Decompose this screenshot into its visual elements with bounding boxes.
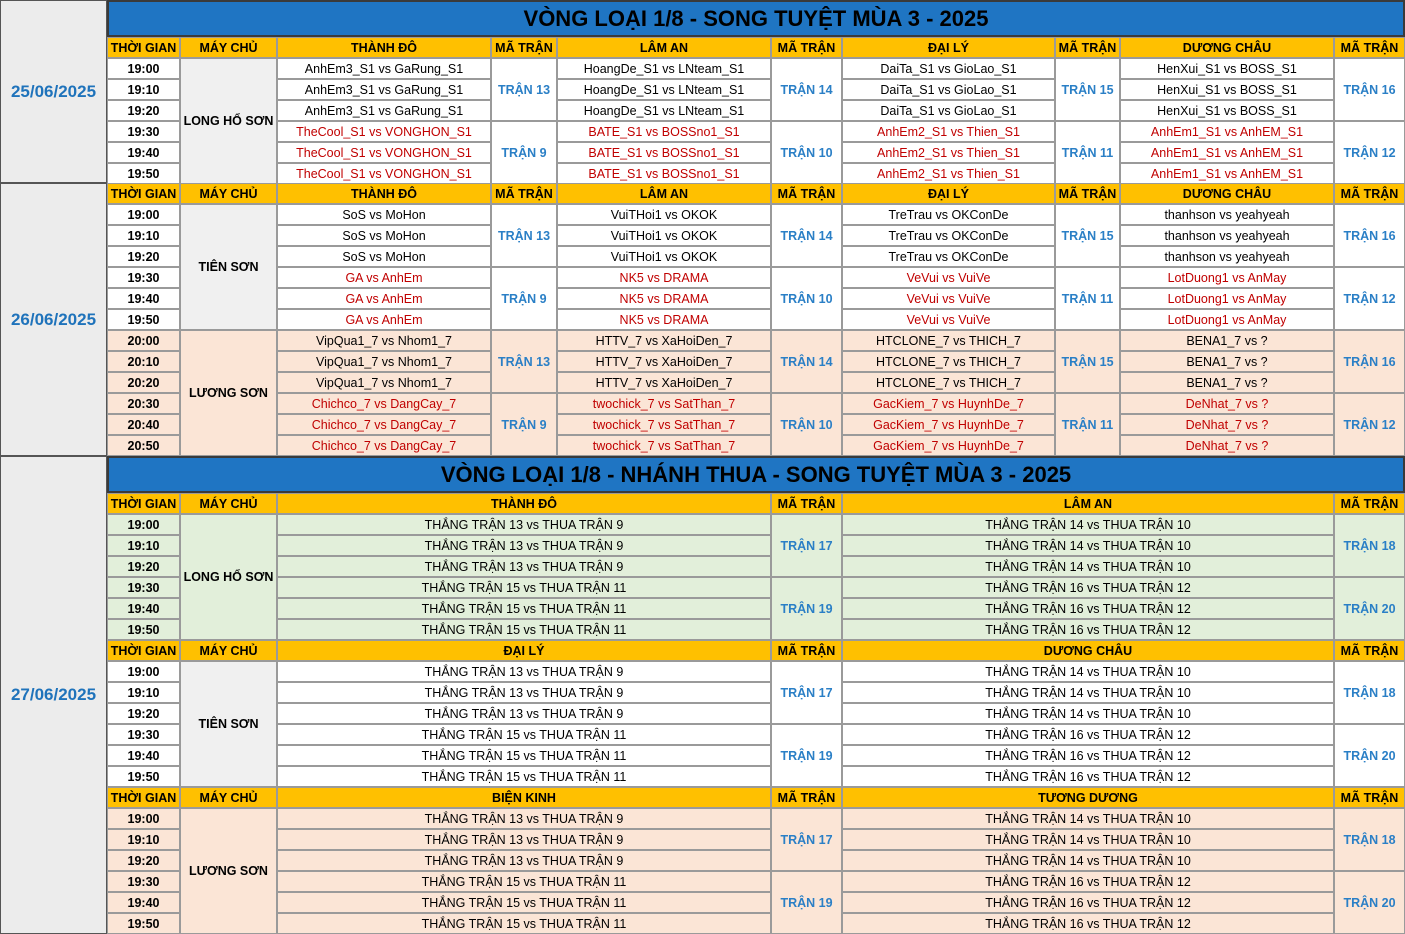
- match-cell: GA vs AnhEm: [277, 267, 491, 288]
- time-cell: 19:10: [107, 225, 180, 246]
- match-code: TRẬN 14: [771, 330, 842, 393]
- match-cell: VeVui vs VuiVe: [842, 309, 1055, 330]
- header-group: DƯƠNG CHÂU: [1120, 37, 1334, 58]
- time-cell: 19:40: [107, 288, 180, 309]
- header-code: MÃ TRẬN: [1055, 37, 1120, 58]
- header-time: THỜI GIAN: [107, 493, 180, 514]
- bracket-title: VÒNG LOẠI 1/8 - NHÁNH THUA - SONG TUYỆT MÙA 3 - 2025: [107, 456, 1405, 493]
- match-cell: BENA1_7 vs ?: [1120, 372, 1334, 393]
- header-group: LÂM AN: [557, 37, 771, 58]
- match-code: TRẬN 13: [491, 204, 557, 267]
- header-group: DƯƠNG CHÂU: [1120, 183, 1334, 204]
- header-code: MÃ TRẬN: [771, 493, 842, 514]
- time-cell: 19:10: [107, 682, 180, 703]
- header-group: LÂM AN: [842, 493, 1334, 514]
- match-cell: thanhson vs yeahyeah: [1120, 246, 1334, 267]
- match-cell: AnhEm3_S1 vs GaRung_S1: [277, 58, 491, 79]
- time-cell: 19:40: [107, 892, 180, 913]
- header-time: THỜI GIAN: [107, 640, 180, 661]
- server-name: TIÊN SƠN: [180, 661, 277, 787]
- match-code: TRẬN 19: [771, 724, 842, 787]
- match-code: TRẬN 17: [771, 514, 842, 577]
- match-code: TRẬN 15: [1055, 58, 1120, 121]
- match-cell: THẮNG TRẬN 14 vs THUA TRẬN 10: [842, 535, 1334, 556]
- match-cell: Chichco_7 vs DangCay_7: [277, 414, 491, 435]
- header-group: ĐẠI LÝ: [842, 37, 1055, 58]
- header-code: MÃ TRẬN: [771, 640, 842, 661]
- header-group: THÀNH ĐÔ: [277, 183, 491, 204]
- match-code: TRẬN 19: [771, 577, 842, 640]
- match-cell: NK5 vs DRAMA: [557, 267, 771, 288]
- match-code: TRẬN 19: [771, 871, 842, 934]
- match-cell: THẮNG TRẬN 16 vs THUA TRẬN 12: [842, 871, 1334, 892]
- match-code: TRẬN 12: [1334, 393, 1405, 456]
- match-cell: AnhEm2_S1 vs Thien_S1: [842, 121, 1055, 142]
- match-cell: VipQua1_7 vs Nhom1_7: [277, 351, 491, 372]
- time-cell: 19:30: [107, 121, 180, 142]
- match-cell: THẮNG TRẬN 15 vs THUA TRẬN 11: [277, 724, 771, 745]
- match-cell: twochick_7 vs SatThan_7: [557, 393, 771, 414]
- match-code: TRẬN 20: [1334, 724, 1405, 787]
- match-cell: THẮNG TRẬN 13 vs THUA TRẬN 9: [277, 682, 771, 703]
- match-cell: THẮNG TRẬN 15 vs THUA TRẬN 11: [277, 619, 771, 640]
- match-cell: THẮNG TRẬN 14 vs THUA TRẬN 10: [842, 682, 1334, 703]
- match-code: TRẬN 11: [1055, 393, 1120, 456]
- match-cell: AnhEm1_S1 vs AnhEM_S1: [1120, 121, 1334, 142]
- match-cell: TheCool_S1 vs VONGHON_S1: [277, 163, 491, 184]
- match-cell: THẮNG TRẬN 14 vs THUA TRẬN 10: [842, 556, 1334, 577]
- header-group: ĐẠI LÝ: [277, 640, 771, 661]
- match-code: TRẬN 20: [1334, 871, 1405, 934]
- match-code: TRẬN 14: [771, 204, 842, 267]
- match-code: TRẬN 17: [771, 661, 842, 724]
- match-cell: THẮNG TRẬN 16 vs THUA TRẬN 12: [842, 766, 1334, 787]
- match-cell: GA vs AnhEm: [277, 309, 491, 330]
- match-cell: DaiTa_S1 vs GioLao_S1: [842, 100, 1055, 121]
- match-cell: thanhson vs yeahyeah: [1120, 204, 1334, 225]
- match-cell: THẮNG TRẬN 13 vs THUA TRẬN 9: [277, 556, 771, 577]
- match-cell: THẮNG TRẬN 16 vs THUA TRẬN 12: [842, 577, 1334, 598]
- match-cell: HenXui_S1 vs BOSS_S1: [1120, 79, 1334, 100]
- time-cell: 19:30: [107, 267, 180, 288]
- header-code: MÃ TRẬN: [1334, 640, 1405, 661]
- header-code: MÃ TRẬN: [1055, 183, 1120, 204]
- match-cell: HTCLONE_7 vs THICH_7: [842, 330, 1055, 351]
- server-name: LONG HỔ SƠN: [180, 58, 277, 184]
- time-cell: 19:40: [107, 745, 180, 766]
- match-cell: TheCool_S1 vs VONGHON_S1: [277, 142, 491, 163]
- time-cell: 19:20: [107, 246, 180, 267]
- match-code: TRẬN 10: [771, 393, 842, 456]
- match-code: TRẬN 11: [1055, 267, 1120, 330]
- match-cell: TreTrau vs OKConDe: [842, 204, 1055, 225]
- time-cell: 19:10: [107, 79, 180, 100]
- match-cell: THẮNG TRẬN 14 vs THUA TRẬN 10: [842, 703, 1334, 724]
- time-cell: 19:20: [107, 703, 180, 724]
- match-cell: HTTV_7 vs XaHoiDen_7: [557, 330, 771, 351]
- header-code: MÃ TRẬN: [771, 787, 842, 808]
- match-cell: THẮNG TRẬN 15 vs THUA TRẬN 11: [277, 913, 771, 934]
- time-cell: 19:20: [107, 850, 180, 871]
- time-cell: 20:10: [107, 351, 180, 372]
- server-name: TIÊN SƠN: [180, 204, 277, 330]
- match-cell: HTCLONE_7 vs THICH_7: [842, 351, 1055, 372]
- match-cell: Chichco_7 vs DangCay_7: [277, 393, 491, 414]
- match-cell: NK5 vs DRAMA: [557, 288, 771, 309]
- match-cell: THẮNG TRẬN 15 vs THUA TRẬN 11: [277, 598, 771, 619]
- match-cell: VeVui vs VuiVe: [842, 267, 1055, 288]
- match-cell: HenXui_S1 vs BOSS_S1: [1120, 100, 1334, 121]
- match-cell: DeNhat_7 vs ?: [1120, 435, 1334, 456]
- match-cell: TreTrau vs OKConDe: [842, 246, 1055, 267]
- time-cell: 19:10: [107, 535, 180, 556]
- match-cell: BATE_S1 vs BOSSno1_S1: [557, 142, 771, 163]
- header-server: MÁY CHỦ: [180, 183, 277, 204]
- match-cell: VuiTHoi1 vs OKOK: [557, 246, 771, 267]
- match-code: TRẬN 15: [1055, 204, 1120, 267]
- header-group: DƯƠNG CHÂU: [842, 640, 1334, 661]
- header-code: MÃ TRẬN: [1334, 787, 1405, 808]
- header-code: MÃ TRẬN: [491, 183, 557, 204]
- match-cell: THẮNG TRẬN 14 vs THUA TRẬN 10: [842, 514, 1334, 535]
- match-cell: HTTV_7 vs XaHoiDen_7: [557, 351, 771, 372]
- date-cell: 26/06/2025: [0, 183, 107, 456]
- match-cell: THẮNG TRẬN 15 vs THUA TRẬN 11: [277, 745, 771, 766]
- time-cell: 19:50: [107, 766, 180, 787]
- time-cell: 19:40: [107, 598, 180, 619]
- match-code: TRẬN 16: [1334, 58, 1405, 121]
- match-cell: AnhEm2_S1 vs Thien_S1: [842, 142, 1055, 163]
- match-cell: GacKiem_7 vs HuynhDe_7: [842, 393, 1055, 414]
- match-cell: DeNhat_7 vs ?: [1120, 393, 1334, 414]
- header-code: MÃ TRẬN: [771, 37, 842, 58]
- match-cell: BATE_S1 vs BOSSno1_S1: [557, 121, 771, 142]
- time-cell: 19:10: [107, 829, 180, 850]
- match-cell: VipQua1_7 vs Nhom1_7: [277, 372, 491, 393]
- match-cell: HoangDe_S1 vs LNteam_S1: [557, 79, 771, 100]
- match-cell: LotDuong1 vs AnMay: [1120, 288, 1334, 309]
- match-code: TRẬN 16: [1334, 330, 1405, 393]
- match-cell: SoS vs MoHon: [277, 204, 491, 225]
- time-cell: 19:00: [107, 204, 180, 225]
- header-group: THÀNH ĐÔ: [277, 37, 491, 58]
- time-cell: 19:20: [107, 100, 180, 121]
- match-cell: BATE_S1 vs BOSSno1_S1: [557, 163, 771, 184]
- match-code: TRẬN 17: [771, 808, 842, 871]
- match-cell: THẮNG TRẬN 16 vs THUA TRẬN 12: [842, 598, 1334, 619]
- date-cell: 25/06/2025: [0, 0, 107, 183]
- header-group: TƯƠNG DƯƠNG: [842, 787, 1334, 808]
- server-name: LƯƠNG SƠN: [180, 808, 277, 934]
- match-cell: BENA1_7 vs ?: [1120, 330, 1334, 351]
- match-cell: THẮNG TRẬN 16 vs THUA TRẬN 12: [842, 892, 1334, 913]
- match-cell: VuiTHoi1 vs OKOK: [557, 225, 771, 246]
- time-cell: 19:50: [107, 309, 180, 330]
- match-cell: THẮNG TRẬN 13 vs THUA TRẬN 9: [277, 703, 771, 724]
- match-cell: THẮNG TRẬN 13 vs THUA TRẬN 9: [277, 829, 771, 850]
- match-cell: SoS vs MoHon: [277, 225, 491, 246]
- match-code: TRẬN 12: [1334, 121, 1405, 184]
- match-cell: VeVui vs VuiVe: [842, 288, 1055, 309]
- match-code: TRẬN 16: [1334, 204, 1405, 267]
- match-code: TRẬN 20: [1334, 577, 1405, 640]
- header-code: MÃ TRẬN: [1334, 37, 1405, 58]
- match-cell: HoangDe_S1 vs LNteam_S1: [557, 58, 771, 79]
- header-code: MÃ TRẬN: [1334, 183, 1405, 204]
- header-server: MÁY CHỦ: [180, 787, 277, 808]
- match-cell: VipQua1_7 vs Nhom1_7: [277, 330, 491, 351]
- match-cell: twochick_7 vs SatThan_7: [557, 435, 771, 456]
- date-cell: 27/06/2025: [0, 456, 107, 934]
- match-cell: THẮNG TRẬN 13 vs THUA TRẬN 9: [277, 808, 771, 829]
- match-cell: HenXui_S1 vs BOSS_S1: [1120, 58, 1334, 79]
- match-code: TRẬN 18: [1334, 661, 1405, 724]
- match-cell: DaiTa_S1 vs GioLao_S1: [842, 58, 1055, 79]
- match-cell: HTTV_7 vs XaHoiDen_7: [557, 372, 771, 393]
- time-cell: 19:30: [107, 871, 180, 892]
- match-cell: twochick_7 vs SatThan_7: [557, 414, 771, 435]
- match-cell: BENA1_7 vs ?: [1120, 351, 1334, 372]
- time-cell: 19:40: [107, 142, 180, 163]
- match-code: TRẬN 12: [1334, 267, 1405, 330]
- time-cell: 20:20: [107, 372, 180, 393]
- match-cell: HTCLONE_7 vs THICH_7: [842, 372, 1055, 393]
- time-cell: 20:50: [107, 435, 180, 456]
- match-cell: THẮNG TRẬN 14 vs THUA TRẬN 10: [842, 850, 1334, 871]
- header-time: THỜI GIAN: [107, 787, 180, 808]
- match-cell: Chichco_7 vs DangCay_7: [277, 435, 491, 456]
- match-cell: NK5 vs DRAMA: [557, 309, 771, 330]
- time-cell: 19:00: [107, 808, 180, 829]
- header-code: MÃ TRẬN: [1334, 493, 1405, 514]
- time-cell: 19:00: [107, 58, 180, 79]
- header-time: THỜI GIAN: [107, 37, 180, 58]
- match-cell: AnhEm1_S1 vs AnhEM_S1: [1120, 163, 1334, 184]
- match-cell: GA vs AnhEm: [277, 288, 491, 309]
- match-cell: AnhEm3_S1 vs GaRung_S1: [277, 100, 491, 121]
- match-cell: GacKiem_7 vs HuynhDe_7: [842, 435, 1055, 456]
- match-cell: THẮNG TRẬN 16 vs THUA TRẬN 12: [842, 724, 1334, 745]
- match-cell: LotDuong1 vs AnMay: [1120, 309, 1334, 330]
- match-cell: THẮNG TRẬN 14 vs THUA TRẬN 10: [842, 829, 1334, 850]
- match-cell: AnhEm3_S1 vs GaRung_S1: [277, 79, 491, 100]
- match-cell: THẮNG TRẬN 16 vs THUA TRẬN 12: [842, 745, 1334, 766]
- match-cell: THẮNG TRẬN 15 vs THUA TRẬN 11: [277, 871, 771, 892]
- header-group: THÀNH ĐÔ: [277, 493, 771, 514]
- match-cell: THẮNG TRẬN 13 vs THUA TRẬN 9: [277, 661, 771, 682]
- match-cell: THẮNG TRẬN 14 vs THUA TRẬN 10: [842, 661, 1334, 682]
- match-cell: THẮNG TRẬN 16 vs THUA TRẬN 12: [842, 913, 1334, 934]
- match-cell: THẮNG TRẬN 13 vs THUA TRẬN 9: [277, 535, 771, 556]
- time-cell: 19:00: [107, 514, 180, 535]
- match-cell: DeNhat_7 vs ?: [1120, 414, 1334, 435]
- header-server: MÁY CHỦ: [180, 37, 277, 58]
- match-cell: THẮNG TRẬN 15 vs THUA TRẬN 11: [277, 766, 771, 787]
- header-group: LÂM AN: [557, 183, 771, 204]
- match-code: TRẬN 13: [491, 58, 557, 121]
- server-name: LƯƠNG SƠN: [180, 330, 277, 456]
- match-cell: THẮNG TRẬN 14 vs THUA TRẬN 10: [842, 808, 1334, 829]
- match-cell: AnhEm2_S1 vs Thien_S1: [842, 163, 1055, 184]
- match-cell: VuiTHoi1 vs OKOK: [557, 204, 771, 225]
- time-cell: 20:30: [107, 393, 180, 414]
- match-code: TRẬN 15: [1055, 330, 1120, 393]
- match-code: TRẬN 9: [491, 393, 557, 456]
- match-cell: THẮNG TRẬN 13 vs THUA TRẬN 9: [277, 850, 771, 871]
- match-code: TRẬN 10: [771, 267, 842, 330]
- match-code: TRẬN 9: [491, 267, 557, 330]
- match-cell: GacKiem_7 vs HuynhDe_7: [842, 414, 1055, 435]
- match-cell: DaiTa_S1 vs GioLao_S1: [842, 79, 1055, 100]
- header-code: MÃ TRẬN: [491, 37, 557, 58]
- header-time: THỜI GIAN: [107, 183, 180, 204]
- server-name: LONG HỔ SƠN: [180, 514, 277, 640]
- time-cell: 20:00: [107, 330, 180, 351]
- time-cell: 20:40: [107, 414, 180, 435]
- match-cell: LotDuong1 vs AnMay: [1120, 267, 1334, 288]
- header-server: MÁY CHỦ: [180, 640, 277, 661]
- match-code: TRẬN 13: [491, 330, 557, 393]
- time-cell: 19:30: [107, 724, 180, 745]
- match-code: TRẬN 9: [491, 121, 557, 184]
- time-cell: 19:50: [107, 913, 180, 934]
- time-cell: 19:30: [107, 577, 180, 598]
- match-cell: TreTrau vs OKConDe: [842, 225, 1055, 246]
- match-cell: HoangDe_S1 vs LNteam_S1: [557, 100, 771, 121]
- match-code: TRẬN 18: [1334, 514, 1405, 577]
- match-cell: THẮNG TRẬN 15 vs THUA TRẬN 11: [277, 577, 771, 598]
- time-cell: 19:00: [107, 661, 180, 682]
- header-group: ĐẠI LÝ: [842, 183, 1055, 204]
- match-cell: TheCool_S1 vs VONGHON_S1: [277, 121, 491, 142]
- match-cell: SoS vs MoHon: [277, 246, 491, 267]
- bracket-title: VÒNG LOẠI 1/8 - SONG TUYỆT MÙA 3 - 2025: [107, 0, 1405, 37]
- header-server: MÁY CHỦ: [180, 493, 277, 514]
- time-cell: 19:50: [107, 619, 180, 640]
- match-code: TRẬN 10: [771, 121, 842, 184]
- header-group: BIỆN KINH: [277, 787, 771, 808]
- match-code: TRẬN 11: [1055, 121, 1120, 184]
- time-cell: 19:50: [107, 163, 180, 184]
- match-cell: THẮNG TRẬN 13 vs THUA TRẬN 9: [277, 514, 771, 535]
- match-cell: THẮNG TRẬN 16 vs THUA TRẬN 12: [842, 619, 1334, 640]
- match-code: TRẬN 14: [771, 58, 842, 121]
- header-code: MÃ TRẬN: [771, 183, 842, 204]
- match-cell: THẮNG TRẬN 15 vs THUA TRẬN 11: [277, 892, 771, 913]
- time-cell: 19:20: [107, 556, 180, 577]
- match-cell: thanhson vs yeahyeah: [1120, 225, 1334, 246]
- match-code: TRẬN 18: [1334, 808, 1405, 871]
- match-cell: AnhEm1_S1 vs AnhEM_S1: [1120, 142, 1334, 163]
